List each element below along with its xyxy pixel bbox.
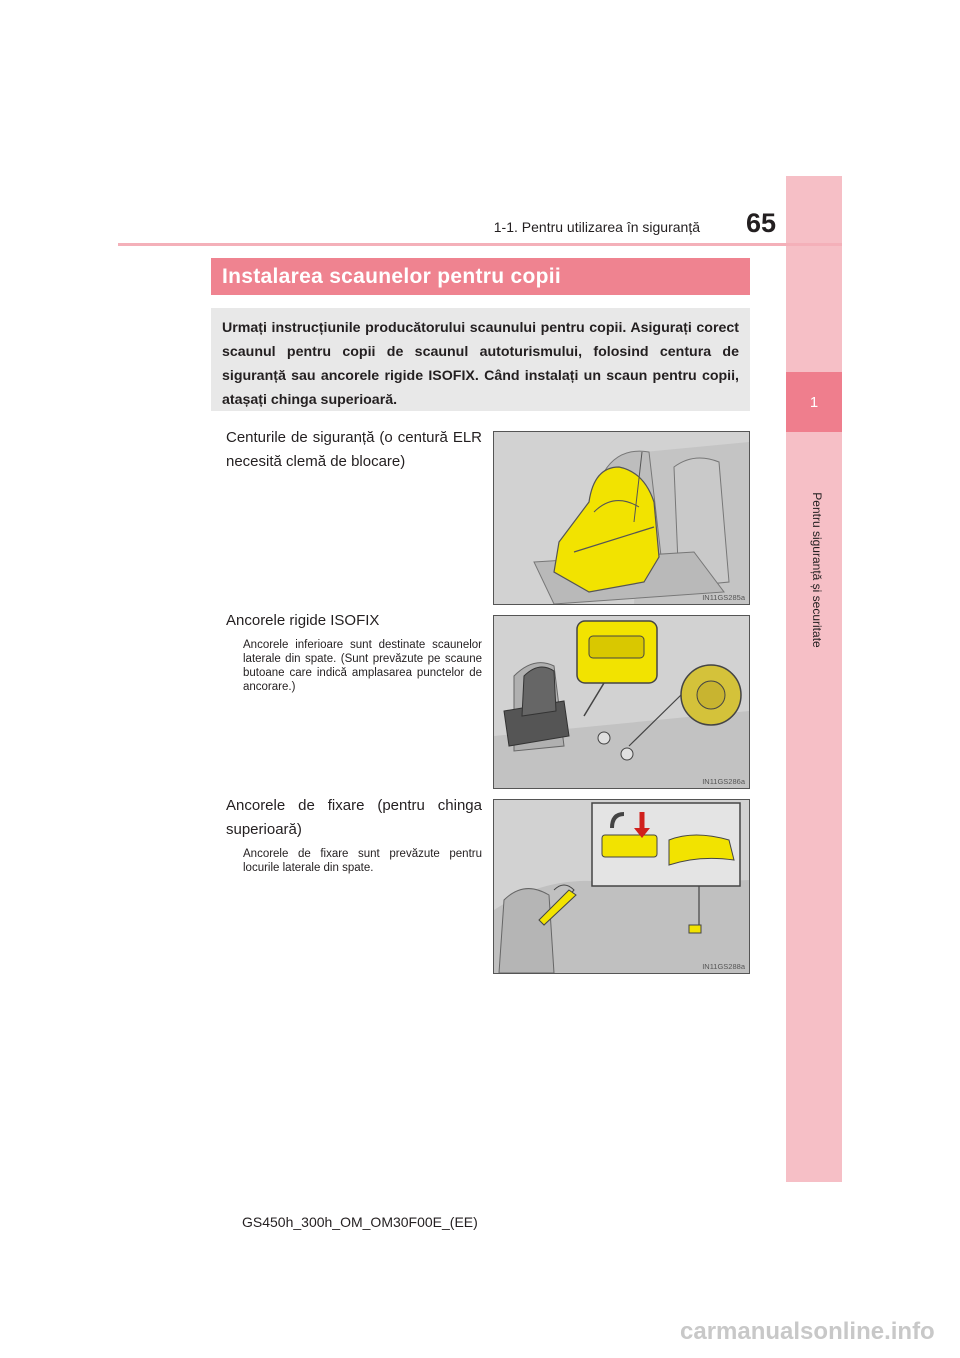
page-number: 65 bbox=[745, 208, 776, 238]
figure-isofix-anchors bbox=[493, 615, 750, 789]
side-tab-strip bbox=[786, 176, 842, 1182]
illustration-tether bbox=[494, 800, 749, 973]
side-tab-chapter-number: 1 bbox=[786, 372, 842, 432]
figure-code: IN11GS285a bbox=[702, 593, 745, 602]
section-title: Instalarea scaunelor pentru copii bbox=[211, 258, 750, 295]
illustration-child-seat-belt bbox=[494, 432, 749, 604]
item-desc-tether-anchors: Ancorele de fixare sunt prevăzute pentru locurile laterale din spate. bbox=[243, 848, 482, 874]
item-title-tether-anchors: Ancorele de fixare (pentru chinga superioară) bbox=[226, 797, 482, 838]
intro-text: Urmați instrucțiunile producătorului scaunului pentru copii. Asigurați corect scaunul pentru copii de scaunul autoturismului, folosind centura de siguranță sau ancorele rigide ISOFIX. Când instalați un scaun pentru copii, atașați chinga superioară. bbox=[211, 308, 750, 411]
figure-code: IN11GS288a bbox=[702, 962, 745, 971]
figure-code: IN11GS286a bbox=[702, 777, 745, 786]
header-rule bbox=[118, 243, 842, 246]
figure-seat-belt-child-seat bbox=[493, 431, 750, 605]
illustration-isofix bbox=[494, 616, 749, 788]
footer-model-code: GS450h_300h_OM_OM30F00E_(EE) bbox=[242, 1214, 478, 1230]
item-desc-isofix: Ancorele inferioare sunt destinate scaunelor laterale din spate. (Sunt prevăzute pe scaune butoane care indică amplasarea punctelor de ancorare.) bbox=[243, 639, 482, 693]
header-section-title: 1-1. Pentru utilizarea în siguranță bbox=[493, 219, 700, 235]
figure-tether-anchors bbox=[493, 799, 750, 974]
item-title-seat-belts: Centurile de siguranță (o centură ELR necesită clemă de blocare) bbox=[226, 429, 482, 470]
watermark: carmanualsonline.info bbox=[680, 1318, 935, 1345]
side-tab-chapter-title: Pentru siguranță și securitate bbox=[810, 492, 824, 648]
item-title-isofix: Ancorele rigide ISOFIX bbox=[226, 612, 380, 629]
